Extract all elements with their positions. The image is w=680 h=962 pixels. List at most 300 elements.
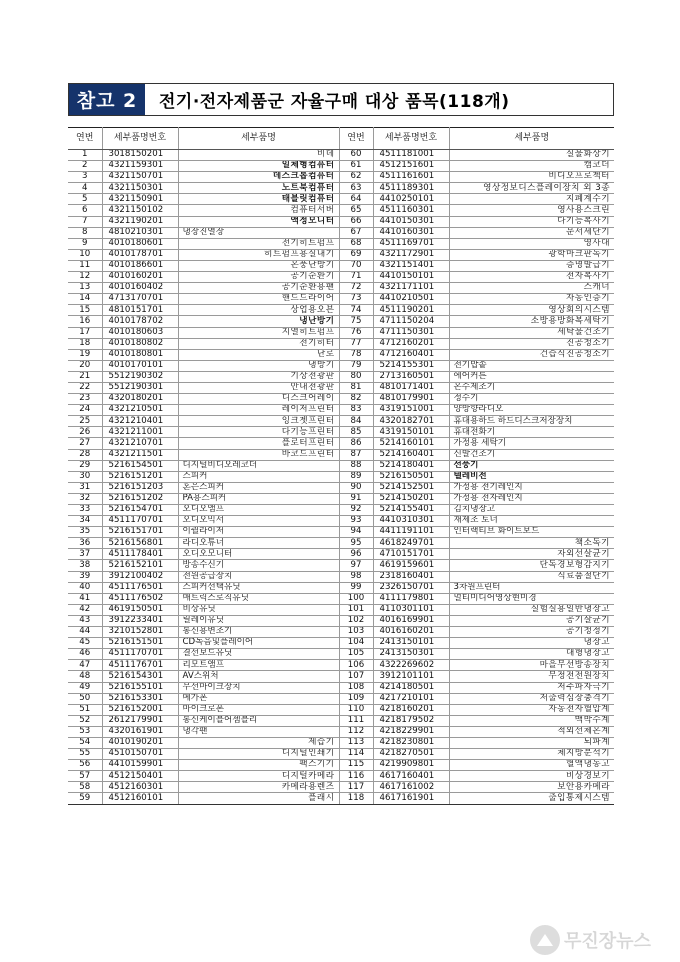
table-row xyxy=(68,527,614,538)
item-name: 단독경보형감지기 xyxy=(449,560,614,571)
table-row xyxy=(68,627,614,638)
item-name: 대형냉장고 xyxy=(449,649,614,660)
item-number: 62 xyxy=(339,172,373,183)
item-name: 통신용변조기 xyxy=(178,627,339,638)
item-number: 77 xyxy=(339,338,373,349)
item-number: 54 xyxy=(68,737,102,748)
item-name: 오디오모니터 xyxy=(178,549,339,560)
table-row xyxy=(68,405,614,416)
item-number: 5 xyxy=(68,194,102,205)
table-row xyxy=(68,260,614,271)
item-name: 플로터프린터 xyxy=(178,438,339,449)
item-code: 4712160401 xyxy=(373,349,449,360)
item-name: 보안용카메라 xyxy=(449,782,614,793)
item-number: 71 xyxy=(339,272,373,283)
item-number: 43 xyxy=(68,615,102,626)
table-row xyxy=(68,737,614,748)
item-code: 4010190201 xyxy=(102,737,178,748)
item-code: 5214150201 xyxy=(373,493,449,504)
table-row xyxy=(68,549,614,560)
item-code: 5216151201 xyxy=(102,471,178,482)
item-name: 멀티미디어영상현미경 xyxy=(449,593,614,604)
item-number: 83 xyxy=(339,405,373,416)
item-name: 일체형컴퓨터 xyxy=(178,161,339,172)
item-code: 4711150301 xyxy=(373,327,449,338)
item-number: 21 xyxy=(68,371,102,382)
item-code: 4010178702 xyxy=(102,316,178,327)
item-name: 전기밥솥 xyxy=(449,360,614,371)
table-header-row xyxy=(68,128,614,150)
item-code: 5214160101 xyxy=(373,438,449,449)
item-name: 실물화상기 xyxy=(449,150,614,161)
item-number: 56 xyxy=(68,760,102,771)
item-name: 영상회의시스템 xyxy=(449,305,614,316)
table-row xyxy=(68,571,614,582)
item-name: 영사대 xyxy=(449,238,614,249)
item-code: 4010180801 xyxy=(102,349,178,360)
table-row xyxy=(68,771,614,782)
item-name: 혼은스피커 xyxy=(178,482,339,493)
item-name: 3차원프린터 xyxy=(449,582,614,593)
item-number: 14 xyxy=(68,294,102,305)
item-code: 4410310301 xyxy=(373,516,449,527)
item-number: 82 xyxy=(339,394,373,405)
item-number: 37 xyxy=(68,549,102,560)
table-row xyxy=(68,593,614,604)
item-name: AV스위처 xyxy=(178,671,339,682)
item-name: 소방용방화복세탁기 xyxy=(449,316,614,327)
table-row xyxy=(68,493,614,504)
table-row xyxy=(68,638,614,649)
item-number: 111 xyxy=(339,715,373,726)
item-code: 5214152501 xyxy=(373,482,449,493)
item-number: 110 xyxy=(339,704,373,715)
item-number: 92 xyxy=(339,505,373,516)
item-name: 비상유닛 xyxy=(178,604,339,615)
item-number: 49 xyxy=(68,682,102,693)
item-code: 4410160301 xyxy=(373,227,449,238)
table-row xyxy=(68,416,614,427)
item-number: 79 xyxy=(339,360,373,371)
item-code: 5216154501 xyxy=(102,460,178,471)
item-number: 94 xyxy=(339,527,373,538)
item-name: 스피커선택유닛 xyxy=(178,582,339,593)
table-row xyxy=(68,294,614,305)
column-header-code: 세부품명번호 xyxy=(102,128,178,150)
item-number: 63 xyxy=(339,183,373,194)
item-code: 4321210401 xyxy=(102,416,178,427)
item-code: 4713170701 xyxy=(102,294,178,305)
item-code: 4321150301 xyxy=(102,183,178,194)
item-code: 4322269602 xyxy=(373,660,449,671)
item-name: 리모트앰프 xyxy=(178,660,339,671)
item-number: 52 xyxy=(68,715,102,726)
item-code: 4321210701 xyxy=(102,438,178,449)
table-row xyxy=(68,249,614,260)
item-name: 식료품절단기 xyxy=(449,571,614,582)
item-name: 냉각팬 xyxy=(178,726,339,737)
item-code: 4711150204 xyxy=(373,316,449,327)
item-code: 4321159301 xyxy=(102,161,178,172)
item-code: 4321151401 xyxy=(373,260,449,271)
item-code: 4810179901 xyxy=(373,394,449,405)
table-row xyxy=(68,582,614,593)
item-name: 공기청정기 xyxy=(449,627,614,638)
item-number: 15 xyxy=(68,305,102,316)
item-name: 방송수신기 xyxy=(178,560,339,571)
item-number: 48 xyxy=(68,671,102,682)
item-number: 68 xyxy=(339,238,373,249)
item-number: 1 xyxy=(68,150,102,161)
item-code: 4512150401 xyxy=(102,771,178,782)
item-code: 4511176701 xyxy=(102,660,178,671)
item-name: 팩스기기 xyxy=(178,760,339,771)
item-code: 5216152001 xyxy=(102,704,178,715)
item-name: 지열히트펌프 xyxy=(178,327,339,338)
item-name: 지폐계수기 xyxy=(449,194,614,205)
table-row xyxy=(68,194,614,205)
item-name: 온풍난방기 xyxy=(178,260,339,271)
item-code: 4619159601 xyxy=(373,560,449,571)
table-row xyxy=(68,516,614,527)
item-code: 4511161601 xyxy=(373,172,449,183)
item-code: 3912233401 xyxy=(102,615,178,626)
item-name: 히트펌프용실내기 xyxy=(178,249,339,260)
item-number: 115 xyxy=(339,760,373,771)
item-name: 출입통제시스템 xyxy=(449,793,614,804)
item-number: 114 xyxy=(339,749,373,760)
item-name: 자동인증기 xyxy=(449,294,614,305)
item-code: 5214155301 xyxy=(373,360,449,371)
item-code: 4321211001 xyxy=(102,427,178,438)
item-number: 51 xyxy=(68,704,102,715)
item-code: 4010180601 xyxy=(102,238,178,249)
item-number: 104 xyxy=(339,638,373,649)
item-code: 4511178401 xyxy=(102,549,178,560)
item-code: 4320180201 xyxy=(102,394,178,405)
item-number: 13 xyxy=(68,283,102,294)
item-name: 책소독기 xyxy=(449,538,614,549)
item-number: 42 xyxy=(68,604,102,615)
item-code: 5214160401 xyxy=(373,449,449,460)
item-name: 무정전전원장치 xyxy=(449,671,614,682)
item-name: 혈액냉동고 xyxy=(449,760,614,771)
table-row xyxy=(68,482,614,493)
item-name: 플래시 xyxy=(178,793,339,804)
item-code: 4218270501 xyxy=(373,749,449,760)
table-row xyxy=(68,693,614,704)
item-code: 5216154301 xyxy=(102,671,178,682)
item-name: 증명발급기 xyxy=(449,260,614,271)
item-code: 4511169701 xyxy=(373,238,449,249)
item-name: 적외선체온계 xyxy=(449,726,614,737)
item-number: 72 xyxy=(339,283,373,294)
item-code: 5216151701 xyxy=(102,527,178,538)
item-code: 4016160201 xyxy=(373,627,449,638)
item-name: 저주파자극기 xyxy=(449,682,614,693)
item-name: 난로 xyxy=(178,349,339,360)
table-row xyxy=(68,272,614,283)
item-name: 이퀄라이저 xyxy=(178,527,339,538)
item-number: 109 xyxy=(339,693,373,704)
item-number: 19 xyxy=(68,349,102,360)
item-name: 다기능프린터 xyxy=(178,427,339,438)
item-name: 신발건조기 xyxy=(449,449,614,460)
item-number: 11 xyxy=(68,260,102,271)
item-name: PA용스피커 xyxy=(178,493,339,504)
item-code: 4617160401 xyxy=(373,771,449,782)
item-code: 4710151701 xyxy=(373,549,449,560)
item-name: 노트북컴퓨터 xyxy=(178,183,339,194)
item-number: 67 xyxy=(339,227,373,238)
item-name: 냉난방기 xyxy=(178,316,339,327)
item-number: 117 xyxy=(339,782,373,793)
item-number: 64 xyxy=(339,194,373,205)
table-row xyxy=(68,305,614,316)
item-code: 4511170701 xyxy=(102,649,178,660)
table-row xyxy=(68,715,614,726)
item-name: 디지털카메라 xyxy=(178,771,339,782)
item-code: 4016169901 xyxy=(373,615,449,626)
table-row xyxy=(68,183,614,194)
item-code: 4512160101 xyxy=(102,793,178,804)
table-row xyxy=(68,749,614,760)
item-number: 91 xyxy=(339,493,373,504)
table-row xyxy=(68,371,614,382)
item-code: 4218160201 xyxy=(373,704,449,715)
item-number: 73 xyxy=(339,294,373,305)
item-name: 비디오프로젝터 xyxy=(449,172,614,183)
item-number: 88 xyxy=(339,460,373,471)
item-name: 마이크로폰 xyxy=(178,704,339,715)
item-name: CD녹음및플레이어 xyxy=(178,638,339,649)
item-code: 4319151001 xyxy=(373,405,449,416)
item-number: 98 xyxy=(339,571,373,582)
item-name: 제습기 xyxy=(178,737,339,748)
item-code: 4110301101 xyxy=(373,604,449,615)
table-row xyxy=(68,161,614,172)
mountain-logo-icon xyxy=(530,925,560,955)
item-name: 뇌파계 xyxy=(449,737,614,748)
item-code: 5214180401 xyxy=(373,460,449,471)
item-number: 93 xyxy=(339,516,373,527)
table-row xyxy=(68,449,614,460)
item-name: 액정모니터 xyxy=(178,216,339,227)
item-name: 컴퓨터서버 xyxy=(178,205,339,216)
item-number: 8 xyxy=(68,227,102,238)
table-row xyxy=(68,238,614,249)
item-name: 태블릿컴퓨터 xyxy=(178,194,339,205)
item-name: 다기능복사기 xyxy=(449,216,614,227)
item-number: 66 xyxy=(339,216,373,227)
item-code: 4321211501 xyxy=(102,449,178,460)
item-number: 38 xyxy=(68,560,102,571)
item-name: 자외선살균기 xyxy=(449,549,614,560)
item-name: 휴대용하드 하드디스크저장장치 xyxy=(449,416,614,427)
item-code: 4511176501 xyxy=(102,582,178,593)
item-name: 저출력심장충격기 xyxy=(449,693,614,704)
item-number: 7 xyxy=(68,216,102,227)
item-code: 4319150101 xyxy=(373,427,449,438)
item-number: 89 xyxy=(339,471,373,482)
item-name: 전원공급장치 xyxy=(178,571,339,582)
table-row xyxy=(68,793,614,804)
item-number: 103 xyxy=(339,627,373,638)
item-code: 3018150201 xyxy=(102,150,178,161)
item-number: 47 xyxy=(68,660,102,671)
table-row xyxy=(68,360,614,371)
table-row xyxy=(68,726,614,737)
item-name: 디스크어레이 xyxy=(178,394,339,405)
item-number: 97 xyxy=(339,560,373,571)
item-number: 106 xyxy=(339,660,373,671)
table-row xyxy=(68,327,614,338)
table-row xyxy=(68,615,614,626)
item-number: 100 xyxy=(339,593,373,604)
item-code: 4217210101 xyxy=(373,693,449,704)
item-number: 70 xyxy=(339,260,373,271)
item-number: 16 xyxy=(68,316,102,327)
item-code: 2326150701 xyxy=(373,582,449,593)
item-number: 24 xyxy=(68,405,102,416)
table-row xyxy=(68,460,614,471)
item-code: 4410150301 xyxy=(373,216,449,227)
column-header-name: 세부품명 xyxy=(178,128,339,150)
table-row xyxy=(68,682,614,693)
item-number: 12 xyxy=(68,272,102,283)
item-number: 44 xyxy=(68,627,102,638)
item-code: 5512190301 xyxy=(102,382,178,393)
item-code: 4511190201 xyxy=(373,305,449,316)
item-number: 45 xyxy=(68,638,102,649)
item-number: 86 xyxy=(339,438,373,449)
item-name: 전기히터 xyxy=(178,338,339,349)
item-name: 공기순환기 xyxy=(178,272,339,283)
item-code: 4010180603 xyxy=(102,327,178,338)
item-name: 온수제조기 xyxy=(449,382,614,393)
item-name: 비데 xyxy=(178,150,339,161)
item-name: 가정용 전자레인지 xyxy=(449,493,614,504)
item-number: 46 xyxy=(68,649,102,660)
item-code: 5216152101 xyxy=(102,560,178,571)
item-code: 4511160301 xyxy=(373,205,449,216)
item-number: 76 xyxy=(339,327,373,338)
item-code: 5216156801 xyxy=(102,538,178,549)
item-number: 36 xyxy=(68,538,102,549)
table-body xyxy=(68,150,614,805)
item-number: 96 xyxy=(339,549,373,560)
item-number: 50 xyxy=(68,693,102,704)
item-number: 40 xyxy=(68,582,102,593)
item-name: 상업용오븐 xyxy=(178,305,339,316)
item-number: 27 xyxy=(68,438,102,449)
item-name: 비상경보기 xyxy=(449,771,614,782)
item-code: 4511170701 xyxy=(102,516,178,527)
table-row xyxy=(68,427,614,438)
item-code: 4512151601 xyxy=(373,161,449,172)
item-code: 4410210501 xyxy=(373,294,449,305)
item-number: 28 xyxy=(68,449,102,460)
item-number: 30 xyxy=(68,471,102,482)
table-row xyxy=(68,382,614,393)
item-number: 90 xyxy=(339,482,373,493)
item-name: 인터랙티브 화이트보드 xyxy=(449,527,614,538)
item-code: 2413150301 xyxy=(373,649,449,660)
item-number: 60 xyxy=(339,150,373,161)
item-number: 4 xyxy=(68,183,102,194)
item-number: 3 xyxy=(68,172,102,183)
item-name: 통신케이블어셈블리 xyxy=(178,715,339,726)
item-name: 기상전광판 xyxy=(178,371,339,382)
item-name: 맥박수계 xyxy=(449,715,614,726)
item-code: 5216153301 xyxy=(102,693,178,704)
item-code: 4321150901 xyxy=(102,194,178,205)
item-code: 4810171401 xyxy=(373,382,449,393)
item-number: 55 xyxy=(68,749,102,760)
table-row xyxy=(68,349,614,360)
table-row xyxy=(68,338,614,349)
item-name: 세탁물건조기 xyxy=(449,327,614,338)
item-name: 전기히트펌프 xyxy=(178,238,339,249)
item-code: 4511189301 xyxy=(373,183,449,194)
table-row xyxy=(68,704,614,715)
table-row xyxy=(68,660,614,671)
table-row xyxy=(68,671,614,682)
item-code: 2713160501 xyxy=(373,371,449,382)
item-code: 5216150501 xyxy=(373,471,449,482)
item-name: 바코드프린터 xyxy=(178,449,339,460)
item-number: 101 xyxy=(339,604,373,615)
table-row xyxy=(68,150,614,161)
item-name: 광학마크판독기 xyxy=(449,249,614,260)
item-code: 5216151203 xyxy=(102,482,178,493)
item-name: 휴대전화기 xyxy=(449,427,614,438)
item-number: 69 xyxy=(339,249,373,260)
item-code: 3912100402 xyxy=(102,571,178,582)
item-name: 선풍기 xyxy=(449,460,614,471)
item-code: 5214155401 xyxy=(373,505,449,516)
item-number: 81 xyxy=(339,382,373,393)
item-number: 23 xyxy=(68,394,102,405)
item-name: 양방향라디오 xyxy=(449,405,614,416)
item-number: 22 xyxy=(68,382,102,393)
item-code: 4218229901 xyxy=(373,726,449,737)
item-name: 레이저프린터 xyxy=(178,405,339,416)
item-code: 4410250101 xyxy=(373,194,449,205)
item-code: 2413150101 xyxy=(373,638,449,649)
item-number: 34 xyxy=(68,516,102,527)
column-header-code: 세부품명번호 xyxy=(373,128,449,150)
item-name: 가정용 전기레인지 xyxy=(449,482,614,493)
item-number: 113 xyxy=(339,737,373,748)
item-number: 108 xyxy=(339,682,373,693)
table-row xyxy=(68,505,614,516)
item-number: 118 xyxy=(339,793,373,804)
item-code: 4810151701 xyxy=(102,305,178,316)
item-number: 10 xyxy=(68,249,102,260)
item-number: 39 xyxy=(68,571,102,582)
item-name: 건습식진공청소기 xyxy=(449,349,614,360)
watermark xyxy=(530,920,651,960)
item-code: 4410159901 xyxy=(102,760,178,771)
item-code: 2318160401 xyxy=(373,571,449,582)
item-number: 53 xyxy=(68,726,102,737)
item-code: 4617161002 xyxy=(373,782,449,793)
item-name: 냉장고 xyxy=(449,638,614,649)
item-number: 6 xyxy=(68,205,102,216)
table-row xyxy=(68,782,614,793)
item-code: 4321172901 xyxy=(373,249,449,260)
